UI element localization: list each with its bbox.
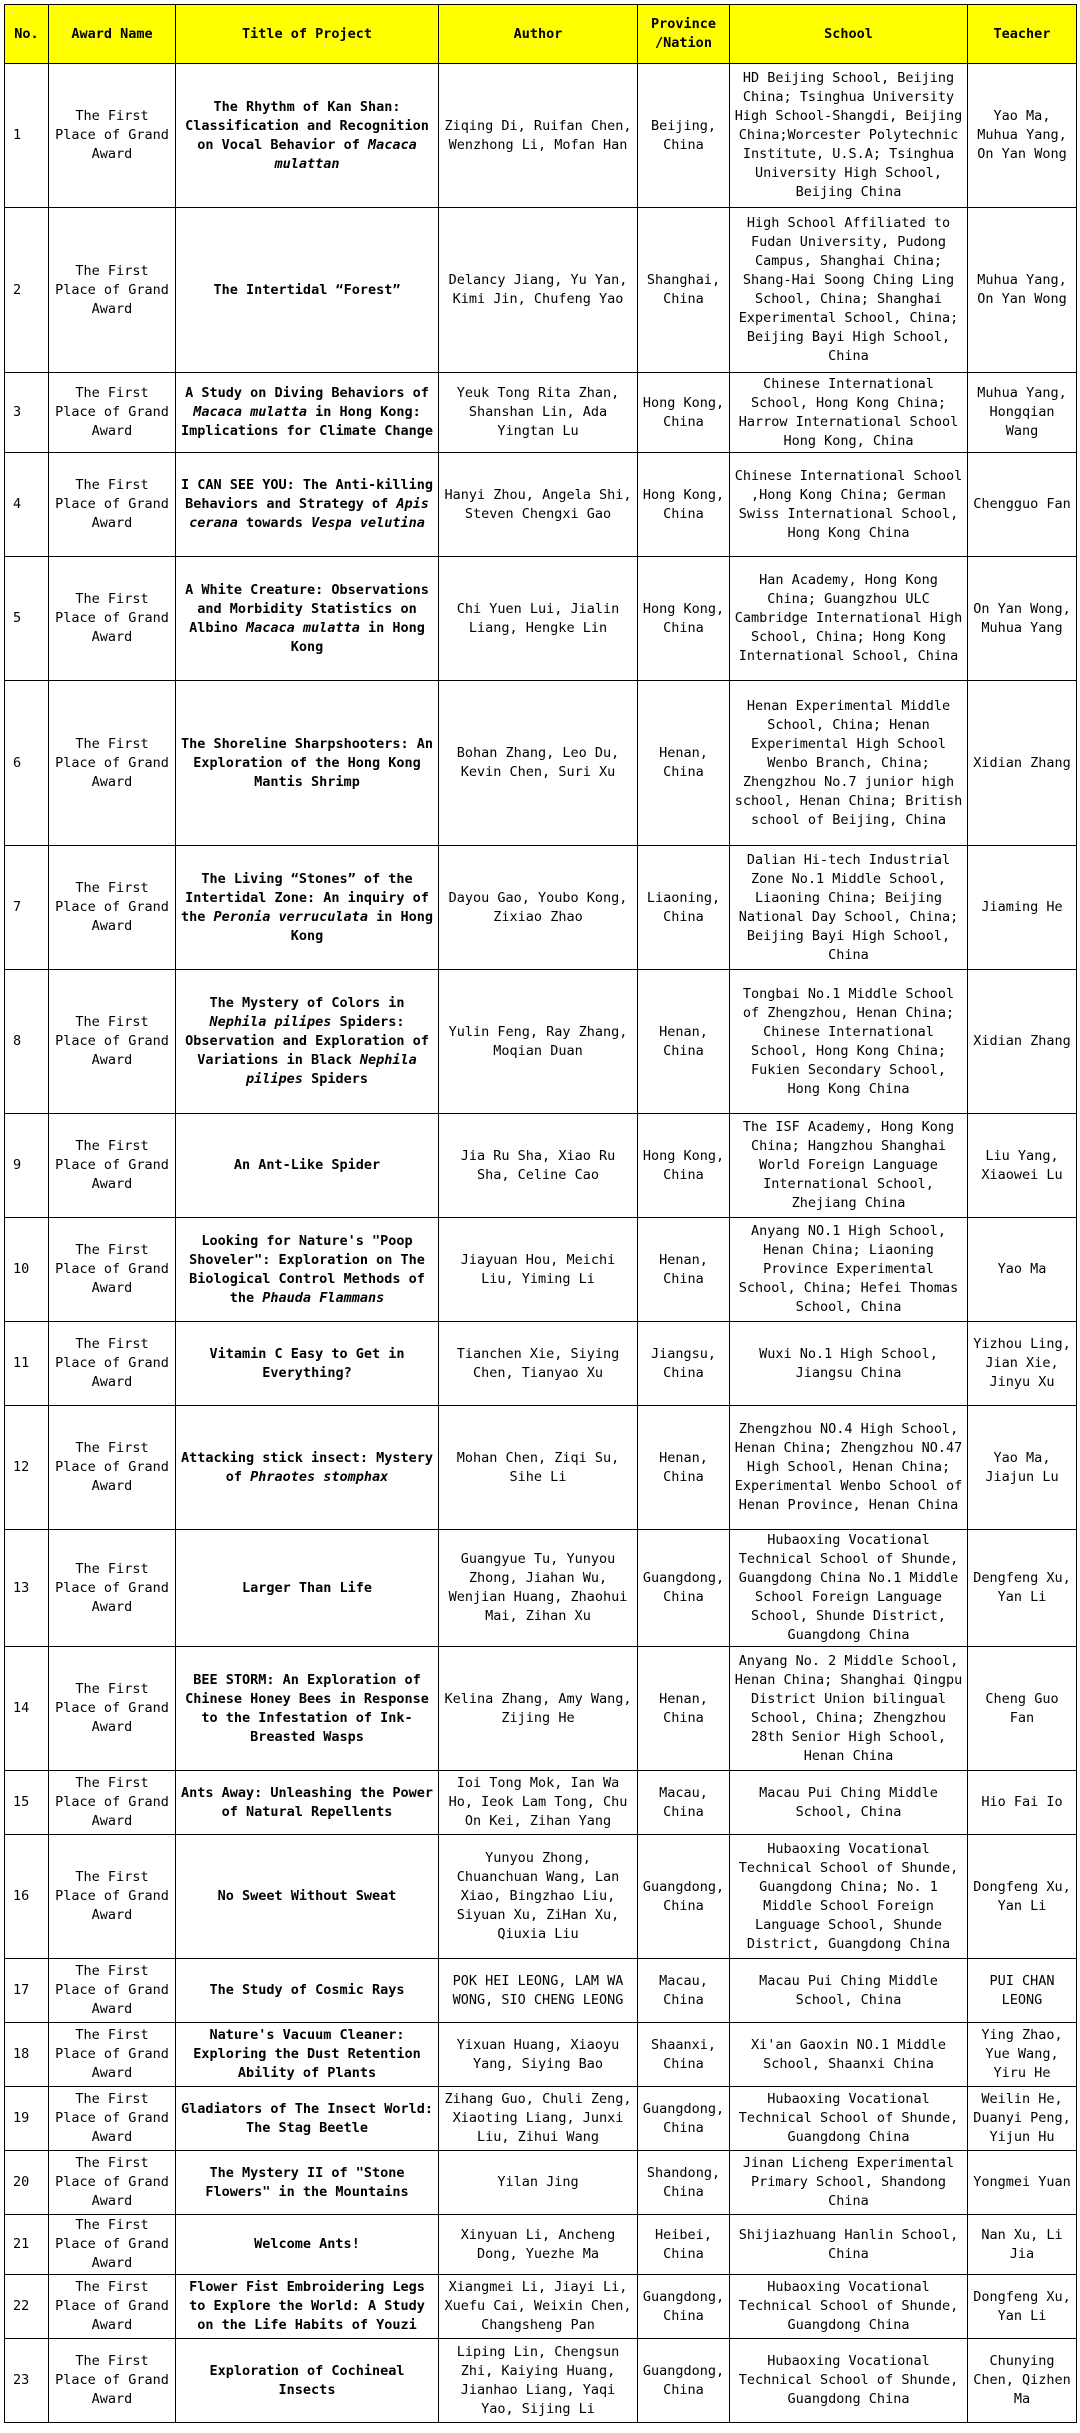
author-cell: Zihang Guo, Chuli Zeng, Xiaoting Liang, Junxi Liu, Zihui Wang bbox=[439, 2087, 638, 2151]
title-text: Welcome Ants! bbox=[254, 2236, 360, 2252]
table-header bbox=[5, 5, 1077, 64]
author-cell: Kelina Zhang, Amy Wang, Zijing He bbox=[439, 1647, 638, 1771]
row-number-cell: 17 bbox=[5, 1959, 49, 2023]
header-award-name: Award Name bbox=[49, 5, 176, 64]
table-row bbox=[5, 2339, 1077, 2423]
project-title-cell bbox=[176, 1771, 439, 1835]
award-name-cell: The First Place of Grand Award bbox=[49, 846, 176, 970]
table-row bbox=[5, 208, 1077, 373]
project-title-cell bbox=[176, 1218, 439, 1322]
award-name-cell: The First Place of Grand Award bbox=[49, 1771, 176, 1835]
school-cell: HD Beijing School, Beijing China; Tsinghua University High School-Shangdi, Beijing China;Worcester Polytechnic Institute, U.S.A; Tsinghua University High School, Beijing China bbox=[730, 64, 968, 208]
author-cell: Hanyi Zhou, Angela Shi, Steven Chengxi Gao bbox=[439, 453, 638, 557]
header-province-nation: Province /Nation bbox=[638, 5, 730, 64]
row-number-cell: 7 bbox=[5, 846, 49, 970]
species-name: Phauda Flammans bbox=[262, 1289, 385, 1306]
school-cell: Dalian Hi-tech Industrial Zone No.1 Middle School, Liaoning China; Beijing National Day School, China; Beijing Bayi High School, China bbox=[730, 846, 968, 970]
teacher-cell: Weilin He, Duanyi Peng, Yijun Hu bbox=[968, 2087, 1077, 2151]
author-cell: Yilan Jing bbox=[439, 2151, 638, 2215]
teacher-cell: Muhua Yang, On Yan Wong bbox=[968, 208, 1077, 373]
table-row bbox=[5, 1959, 1077, 2023]
row-number-cell: 14 bbox=[5, 1647, 49, 1771]
teacher-cell: Liu Yang, Xiaowei Lu bbox=[968, 1114, 1077, 1218]
table-row bbox=[5, 1218, 1077, 1322]
author-cell: Yunyou Zhong, Chuanchuan Wang, Lan Xiao, Bingzhao Liu, Siyuan Xu, ZiHan Xu, Qiuxia Liu bbox=[439, 1835, 638, 1959]
author-cell: Mohan Chen, Ziqi Su, Sihe Li bbox=[439, 1406, 638, 1530]
project-title-cell bbox=[176, 64, 439, 208]
teacher-cell: Yao Ma, Muhua Yang, On Yan Wong bbox=[968, 64, 1077, 208]
row-number-cell: 10 bbox=[5, 1218, 49, 1322]
teacher-cell: Cheng Guo Fan bbox=[968, 1647, 1077, 1771]
species-name: Vespa velutina bbox=[311, 515, 425, 531]
title-text: in Hong Kong bbox=[290, 908, 433, 944]
title-text: Larger Than Life bbox=[241, 1579, 373, 1596]
table-row bbox=[5, 1322, 1077, 1406]
province-cell: Heibei, China bbox=[638, 2215, 730, 2275]
table-row bbox=[5, 2215, 1077, 2275]
province-cell: Guangdong, China bbox=[638, 2339, 730, 2423]
award-name-cell: The First Place of Grand Award bbox=[49, 1530, 176, 1647]
author-cell: Yulin Feng, Ray Zhang, Moqian Duan bbox=[439, 970, 638, 1114]
title-text: The Study of Cosmic Rays bbox=[209, 1982, 405, 1998]
award-name-cell: The First Place of Grand Award bbox=[49, 2151, 176, 2215]
project-title-cell bbox=[176, 2215, 439, 2275]
school-cell: Han Academy, Hong Kong China; Guangzhou ULC Cambridge International High School, China; Hong Kong International School, China bbox=[730, 557, 968, 681]
table-row bbox=[5, 1406, 1077, 1530]
title-text: I CAN SEE YOU: The Anti-killing Behaviors and Strategy of bbox=[181, 477, 433, 512]
species-name: Macaca mulatta bbox=[193, 404, 307, 420]
award-name-cell: The First Place of Grand Award bbox=[49, 2275, 176, 2339]
teacher-cell: PUI CHAN LEONG bbox=[968, 1959, 1077, 2023]
province-cell: Henan, China bbox=[638, 970, 730, 1114]
row-number-cell: 18 bbox=[5, 2023, 49, 2087]
title-text: The Living “Stones” of the Intertidal Zone: An inquiry of the bbox=[181, 870, 429, 925]
table-row bbox=[5, 1771, 1077, 1835]
row-number-cell: 15 bbox=[5, 1771, 49, 1835]
school-cell: Hubaoxing Vocational Technical School of Shunde, Guangdong China; No. 1 Middle School Foreign Language School, Shunde District, Guangdong China bbox=[730, 1835, 968, 1959]
title-text: The Rhythm of Kan Shan: Classification and Recognition on Vocal Behavior of bbox=[185, 98, 429, 153]
row-number-cell: 19 bbox=[5, 2087, 49, 2151]
teacher-cell: Yao Ma, Jiajun Lu bbox=[968, 1406, 1077, 1530]
award-name-cell: The First Place of Grand Award bbox=[49, 1647, 176, 1771]
teacher-cell: Yongmei Yuan bbox=[968, 2151, 1077, 2215]
title-text: A White Creature: Observations and Morbidity Statistics on Albino bbox=[185, 581, 429, 636]
title-text: The Mystery II of "Stone Flowers" in the Mountains bbox=[205, 2164, 409, 2200]
title-text: Spiders bbox=[302, 1071, 368, 1087]
title-text: towards bbox=[237, 515, 312, 531]
province-cell: Henan, China bbox=[638, 681, 730, 846]
school-cell: Xi'an Gaoxin NO.1 Middle School, Shaanxi China bbox=[730, 2023, 968, 2087]
teacher-cell: Dongfeng Xu, Yan Li bbox=[968, 2275, 1077, 2339]
row-number-cell: 1 bbox=[5, 64, 49, 208]
province-cell: Hong Kong, China bbox=[638, 373, 730, 453]
species-name: Macaca mulatta bbox=[246, 619, 360, 636]
province-cell: Macau, China bbox=[638, 1959, 730, 2023]
award-name-cell: The First Place of Grand Award bbox=[49, 1959, 176, 2023]
table-row bbox=[5, 2275, 1077, 2339]
province-cell: Shaanxi, China bbox=[638, 2023, 730, 2087]
school-cell: Hubaoxing Vocational Technical School of Shunde, Guangdong China bbox=[730, 2275, 968, 2339]
province-cell: Henan, China bbox=[638, 1218, 730, 1322]
province-cell: Guangdong, China bbox=[638, 2275, 730, 2339]
header-school: School bbox=[730, 5, 968, 64]
teacher-cell: Muhua Yang, Hongqian Wang bbox=[968, 373, 1077, 453]
author-cell: Liping Lin, Chengsun Zhi, Kaiying Huang, Jianhao Liang, Yaqi Yao, Sijing Li bbox=[439, 2339, 638, 2423]
row-number-cell: 13 bbox=[5, 1530, 49, 1647]
school-cell: The ISF Academy, Hong Kong China; Hangzhou Shanghai World Foreign Language International School, Zhejiang China bbox=[730, 1114, 968, 1218]
title-text: Looking for Nature's "Poop Shoveler": Exploration on The Biological Control Methods of the bbox=[189, 1232, 425, 1306]
school-cell: Zhengzhou NO.4 High School, Henan China; Zhengzhou NO.47 High School, Henan China; Experimental Wenbo School of Henan Province, Henan China bbox=[730, 1406, 968, 1530]
teacher-cell: Yao Ma bbox=[968, 1218, 1077, 1322]
row-number-cell: 9 bbox=[5, 1114, 49, 1218]
province-cell: Macau, China bbox=[638, 1771, 730, 1835]
teacher-cell: Ying Zhao, Yue Wang, Yiru He bbox=[968, 2023, 1077, 2087]
author-cell: Yeuk Tong Rita Zhan, Shanshan Lin, Ada Yingtan Lu bbox=[439, 373, 638, 453]
award-name-cell: The First Place of Grand Award bbox=[49, 2023, 176, 2087]
table-row bbox=[5, 64, 1077, 208]
project-title-cell bbox=[176, 453, 439, 557]
table-row bbox=[5, 373, 1077, 453]
teacher-cell: Jiaming He bbox=[968, 846, 1077, 970]
teacher-cell: Dongfeng Xu, Yan Li bbox=[968, 1835, 1077, 1959]
project-title-cell bbox=[176, 2023, 439, 2087]
title-text: The Shoreline Sharpshooters: An Exploration of the Hong Kong Mantis Shrimp bbox=[181, 735, 433, 790]
author-cell: Ziqing Di, Ruifan Chen, Wenzhong Li, Mofan Han bbox=[439, 64, 638, 208]
row-number-cell: 22 bbox=[5, 2275, 49, 2339]
school-cell: Hubaoxing Vocational Technical School of Shunde, Guangdong China No.1 Middle School Foreign Language School, Shunde District, Guangdong China bbox=[730, 1530, 968, 1647]
header-title-of-project: Title of Project bbox=[176, 5, 439, 64]
teacher-cell: Chengguo Fan bbox=[968, 453, 1077, 557]
table-row bbox=[5, 2087, 1077, 2151]
species-name: Phraotes stomphax bbox=[250, 1468, 389, 1485]
school-cell: Anyang No. 2 Middle School, Henan China; Shanghai Qingpu District Union bilingual School, China; Zhengzhou 28th Senior High School, Henan China bbox=[730, 1647, 968, 1771]
teacher-cell: Yizhou Ling, Jian Xie, Jinyu Xu bbox=[968, 1322, 1077, 1406]
award-name-cell: The First Place of Grand Award bbox=[49, 681, 176, 846]
project-title-cell bbox=[176, 1530, 439, 1647]
award-name-cell: The First Place of Grand Award bbox=[49, 1406, 176, 1530]
province-cell: Guangdong, China bbox=[638, 2087, 730, 2151]
province-cell: Jiangsu, China bbox=[638, 1322, 730, 1406]
project-title-cell bbox=[176, 1322, 439, 1406]
project-title-cell bbox=[176, 2151, 439, 2215]
award-name-cell: The First Place of Grand Award bbox=[49, 2087, 176, 2151]
title-text: The Intertidal “Forest” bbox=[213, 281, 401, 298]
table-row bbox=[5, 453, 1077, 557]
author-cell: Chi Yuen Lui, Jialin Liang, Hengke Lin bbox=[439, 557, 638, 681]
row-number-cell: 2 bbox=[5, 208, 49, 373]
table-row bbox=[5, 1647, 1077, 1771]
title-text: Spiders: Observation and Exploration of Variations in Black bbox=[185, 1014, 429, 1068]
project-title-cell bbox=[176, 1647, 439, 1771]
row-number-cell: 11 bbox=[5, 1322, 49, 1406]
award-name-cell: The First Place of Grand Award bbox=[49, 1114, 176, 1218]
project-title-cell bbox=[176, 1114, 439, 1218]
title-text: No Sweet Without Sweat bbox=[217, 1888, 397, 1904]
project-title-cell bbox=[176, 681, 439, 846]
title-text: Vitamin C Easy to Get in Everything? bbox=[209, 1345, 405, 1381]
school-cell: Jinan Licheng Experimental Primary School, Shandong China bbox=[730, 2151, 968, 2215]
title-text: Gladiators of The Insect World: The Stag Beetle bbox=[181, 2100, 433, 2136]
row-number-cell: 4 bbox=[5, 453, 49, 557]
table-row bbox=[5, 1530, 1077, 1647]
title-text: The Mystery of Colors in bbox=[209, 995, 405, 1011]
province-cell: Guangdong, China bbox=[638, 1530, 730, 1647]
row-number-cell: 16 bbox=[5, 1835, 49, 1959]
header-author: Author bbox=[439, 5, 638, 64]
table-row bbox=[5, 2151, 1077, 2215]
province-cell: Hong Kong, China bbox=[638, 453, 730, 557]
teacher-cell: Xidian Zhang bbox=[968, 681, 1077, 846]
author-cell: Tianchen Xie, Siying Chen, Tianyao Xu bbox=[439, 1322, 638, 1406]
awards-table bbox=[4, 4, 1077, 2423]
row-number-cell: 3 bbox=[5, 373, 49, 453]
project-title-cell bbox=[176, 1959, 439, 2023]
species-name: Peronia verruculata bbox=[213, 908, 368, 925]
species-name: Nephila pilipes bbox=[246, 1052, 417, 1087]
school-cell: Wuxi No.1 High School, Jiangsu China bbox=[730, 1322, 968, 1406]
table-row bbox=[5, 1114, 1077, 1218]
table-row bbox=[5, 2023, 1077, 2087]
project-title-cell bbox=[176, 846, 439, 970]
species-name: Apis cerana bbox=[189, 496, 429, 531]
table-row bbox=[5, 681, 1077, 846]
title-text: Exploration of Cochineal Insects bbox=[209, 2362, 405, 2398]
school-cell: Anyang NO.1 High School, Henan China; Liaoning Province Experimental School, China; Hefei Thomas School, China bbox=[730, 1218, 968, 1322]
teacher-cell: Hio Fai Io bbox=[968, 1771, 1077, 1835]
species-name: Nephila pilipes bbox=[209, 1014, 332, 1030]
province-cell: Liaoning, China bbox=[638, 846, 730, 970]
row-number-cell: 12 bbox=[5, 1406, 49, 1530]
title-text: in Hong Kong bbox=[290, 619, 425, 655]
author-cell: Guangyue Tu, Yunyou Zhong, Jiahan Wu, Wenjian Huang, Zhaohui Mai, Zihan Xu bbox=[439, 1530, 638, 1647]
school-cell: Hubaoxing Vocational Technical School of Shunde, Guangdong China bbox=[730, 2087, 968, 2151]
author-cell: POK HEI LEONG, LAM WA WONG, SIO CHENG LEONG bbox=[439, 1959, 638, 2023]
award-name-cell: The First Place of Grand Award bbox=[49, 373, 176, 453]
province-cell: Guangdong, China bbox=[638, 1835, 730, 1959]
school-cell: Chinese International School, Hong Kong China; Harrow International School Hong Kong, China bbox=[730, 373, 968, 453]
row-number-cell: 8 bbox=[5, 970, 49, 1114]
row-number-cell: 21 bbox=[5, 2215, 49, 2275]
species-name: Macaca mulattan bbox=[274, 136, 417, 172]
school-cell: Tongbai No.1 Middle School of Zhengzhou, Henan China; Chinese International School, Hong Kong China; Fukien Secondary School, Hong Kong China bbox=[730, 970, 968, 1114]
table-row bbox=[5, 970, 1077, 1114]
award-name-cell: The First Place of Grand Award bbox=[49, 970, 176, 1114]
title-text: Ants Away: Unleashing the Power of Natural Repellents bbox=[181, 1784, 433, 1820]
province-cell: Hong Kong, China bbox=[638, 557, 730, 681]
project-title-cell bbox=[176, 557, 439, 681]
table-row bbox=[5, 1835, 1077, 1959]
header-row bbox=[5, 5, 1077, 64]
author-cell: Yixuan Huang, Xiaoyu Yang, Siying Bao bbox=[439, 2023, 638, 2087]
title-text: A Study on Diving Behaviors of bbox=[185, 385, 429, 401]
title-text: Flower Fist Embroidering Legs to Explore the World: A Study on the Life Habits of Youzi bbox=[189, 2279, 425, 2333]
project-title-cell bbox=[176, 2275, 439, 2339]
row-number-cell: 23 bbox=[5, 2339, 49, 2423]
title-text: An Ant-Like Spider bbox=[233, 1157, 381, 1173]
author-cell: Bohan Zhang, Leo Du, Kevin Chen, Suri Xu bbox=[439, 681, 638, 846]
school-cell: High School Affiliated to Fudan University, Pudong Campus, Shanghai China; Shang-Hai Soong Ching Ling School, China; Shanghai Experimental School, China; Beijing Bayi High School, China bbox=[730, 208, 968, 373]
school-cell: Macau Pui Ching Middle School, China bbox=[730, 1959, 968, 2023]
author-cell: Delancy Jiang, Yu Yan, Kimi Jin, Chufeng Yao bbox=[439, 208, 638, 373]
province-cell: Henan, China bbox=[638, 1406, 730, 1530]
title-text: BEE STORM: An Exploration of Chinese Honey Bees in Response to the Infestation of Ink-Breasted Wasps bbox=[185, 1671, 429, 1745]
title-text: in Hong Kong: Implications for Climate Change bbox=[181, 404, 433, 439]
row-number-cell: 6 bbox=[5, 681, 49, 846]
table-row bbox=[5, 557, 1077, 681]
project-title-cell bbox=[176, 970, 439, 1114]
project-title-cell bbox=[176, 373, 439, 453]
author-cell: Dayou Gao, Youbo Kong, Zixiao Zhao bbox=[439, 846, 638, 970]
province-cell: Shanghai, China bbox=[638, 208, 730, 373]
award-name-cell: The First Place of Grand Award bbox=[49, 2339, 176, 2423]
table-row bbox=[5, 846, 1077, 970]
school-cell: Henan Experimental Middle School, China; Henan Experimental High School Wenbo Branch, China; Zhengzhou No.7 junior high school, Henan China; British school of Beijing, China bbox=[730, 681, 968, 846]
school-cell: Macau Pui Ching Middle School, China bbox=[730, 1771, 968, 1835]
author-cell: Jiayuan Hou, Meichi Liu, Yiming Li bbox=[439, 1218, 638, 1322]
author-cell: Jia Ru Sha, Xiao Ru Sha, Celine Cao bbox=[439, 1114, 638, 1218]
table-body bbox=[5, 64, 1077, 2423]
award-name-cell: The First Place of Grand Award bbox=[49, 64, 176, 208]
author-cell: Xiangmei Li, Jiayi Li, Xuefu Cai, Weixin Chen, Changsheng Pan bbox=[439, 2275, 638, 2339]
province-cell: Shandong, China bbox=[638, 2151, 730, 2215]
school-cell: Shijiazhuang Hanlin School, China bbox=[730, 2215, 968, 2275]
teacher-cell: Dengfeng Xu, Yan Li bbox=[968, 1530, 1077, 1647]
project-title-cell bbox=[176, 2339, 439, 2423]
title-text: Nature's Vacuum Cleaner: Exploring the Dust Retention Ability of Plants bbox=[193, 2027, 421, 2081]
teacher-cell: Chunying Chen, Qizhen Ma bbox=[968, 2339, 1077, 2423]
project-title-cell bbox=[176, 2087, 439, 2151]
award-name-cell: The First Place of Grand Award bbox=[49, 2215, 176, 2275]
province-cell: Hong Kong, China bbox=[638, 1114, 730, 1218]
award-name-cell: The First Place of Grand Award bbox=[49, 1835, 176, 1959]
award-name-cell: The First Place of Grand Award bbox=[49, 453, 176, 557]
title-text: Attacking stick insect: Mystery of bbox=[181, 1449, 433, 1485]
project-title-cell bbox=[176, 208, 439, 373]
header-teacher: Teacher bbox=[968, 5, 1077, 64]
award-name-cell: The First Place of Grand Award bbox=[49, 557, 176, 681]
school-cell: Hubaoxing Vocational Technical School of Shunde, Guangdong China bbox=[730, 2339, 968, 2423]
award-name-cell: The First Place of Grand Award bbox=[49, 1322, 176, 1406]
row-number-cell: 20 bbox=[5, 2151, 49, 2215]
project-title-cell bbox=[176, 1406, 439, 1530]
project-title-cell bbox=[176, 1835, 439, 1959]
row-number-cell: 5 bbox=[5, 557, 49, 681]
province-cell: Henan, China bbox=[638, 1647, 730, 1771]
header-no: No. bbox=[5, 5, 49, 64]
teacher-cell: Nan Xu, Li Jia bbox=[968, 2215, 1077, 2275]
award-name-cell: The First Place of Grand Award bbox=[49, 1218, 176, 1322]
teacher-cell: Xidian Zhang bbox=[968, 970, 1077, 1114]
teacher-cell: On Yan Wong, Muhua Yang bbox=[968, 557, 1077, 681]
author-cell: Xinyuan Li, Ancheng Dong, Yuezhe Ma bbox=[439, 2215, 638, 2275]
award-name-cell: The First Place of Grand Award bbox=[49, 208, 176, 373]
author-cell: Ioi Tong Mok, Ian Wa Ho, Ieok Lam Tong, Chu On Kei, Zihan Yang bbox=[439, 1771, 638, 1835]
province-cell: Beijing, China bbox=[638, 64, 730, 208]
school-cell: Chinese International School ,Hong Kong China; German Swiss International School, Hong Kong China bbox=[730, 453, 968, 557]
